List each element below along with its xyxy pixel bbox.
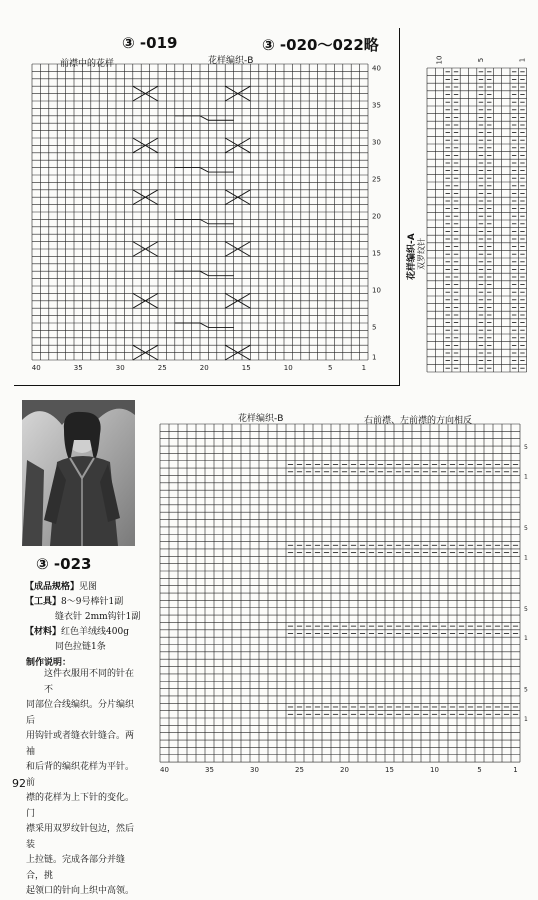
spec-row-tools-2: 缝衣针 2mm钩针1副 (55, 612, 141, 622)
pattern-code-020-022: ③ -020～022略 (262, 36, 379, 54)
svg-text:30: 30 (250, 766, 259, 772)
instructions-line: 同部位合线编织。分片编织后 (26, 700, 135, 726)
pattern-code-023: ③ -023 (36, 555, 92, 573)
chart3-note: 右前襟、左前襟的方向相反 (364, 416, 473, 426)
chart1-title: 花样编织-B (208, 56, 254, 66)
chart2-title-block (404, 210, 426, 290)
pattern-code-019: ③ -019 (122, 34, 178, 52)
svg-text:10: 10 (283, 364, 293, 372)
chart3-grid (160, 424, 520, 762)
chart2-title: 花样编织-A (407, 233, 417, 280)
svg-text:40: 40 (372, 64, 381, 73)
svg-text:30: 30 (115, 364, 125, 372)
page-number: 92 (12, 777, 26, 790)
instructions-text (26, 667, 134, 900)
chart1-left-label: 前襟中的花样 (60, 59, 115, 69)
instructions-line: 襟的花样为上下针的变化。门 (26, 793, 135, 819)
instructions-line: 用钩针或者缝衣针缝合。两袖 (26, 731, 135, 757)
chart3-title: 花样编织-B (238, 414, 284, 424)
svg-text:10: 10 (430, 766, 439, 772)
knitting-chart-3 (158, 420, 538, 772)
svg-text:40: 40 (160, 766, 169, 772)
svg-text:5: 5 (476, 57, 485, 63)
instructions-line: 上拉链。完成各部分并缝合，挑 (26, 855, 126, 881)
chart1-row-labels (372, 65, 381, 362)
instructions-line: 这件衣服用不同的针在不 (44, 669, 135, 695)
svg-text:1: 1 (524, 716, 528, 723)
svg-text:5: 5 (524, 686, 528, 694)
svg-text:5: 5 (524, 524, 528, 532)
instructions-line: 起领口的针向上织中高领。 (26, 886, 135, 896)
svg-text:20: 20 (199, 364, 209, 372)
svg-text:20: 20 (372, 212, 381, 221)
svg-text:15: 15 (372, 249, 381, 258)
svg-text:25: 25 (372, 175, 381, 184)
spec-row-materials-2: 同色拉链1条 (55, 642, 106, 652)
svg-text:1: 1 (513, 766, 518, 772)
chart3-row-labels (524, 444, 528, 723)
svg-text:20: 20 (340, 766, 349, 772)
svg-text:15: 15 (241, 364, 251, 372)
spec-row-tools: 【工具】8～9号棒针1副 (25, 597, 124, 607)
knitting-chart-1 (30, 60, 392, 374)
svg-text:25: 25 (157, 364, 167, 372)
svg-text:5: 5 (372, 323, 377, 332)
svg-text:5: 5 (524, 444, 528, 452)
chart2-col-labels (435, 56, 526, 65)
instructions-line: 襟采用双罗纹针包边，然后装 (26, 824, 135, 850)
specs-block (25, 580, 140, 655)
svg-text:1: 1 (518, 57, 527, 63)
section-divider-horizontal (14, 385, 400, 386)
svg-text:1: 1 (524, 635, 528, 643)
svg-text:1: 1 (524, 473, 528, 481)
knitting-chart-2 (425, 50, 530, 376)
svg-text:10: 10 (435, 55, 444, 65)
svg-text:35: 35 (372, 101, 381, 110)
svg-text:5: 5 (327, 364, 333, 372)
svg-text:15: 15 (385, 766, 394, 772)
chart3-col-labels (160, 766, 518, 772)
instructions-line: 和后背的编织花样为平针。前 (26, 762, 135, 788)
chart2-subtitle: 双罗纹针 (417, 238, 426, 270)
svg-text:40: 40 (31, 364, 41, 372)
svg-text:25: 25 (295, 766, 304, 772)
svg-text:1: 1 (372, 353, 377, 362)
spec-row-size: 【成品规格】见图 (25, 582, 98, 592)
section-divider-vertical (399, 28, 400, 385)
instructions-heading: 制作说明： (26, 658, 72, 668)
chart1-col-labels (32, 364, 366, 372)
svg-text:5: 5 (524, 605, 528, 613)
svg-text:1: 1 (361, 364, 367, 372)
chart2-grid (427, 68, 527, 372)
svg-text:10: 10 (372, 286, 381, 295)
spec-row-materials: 【材料】红色羊绒线400g (25, 627, 129, 637)
chart1-grid (32, 64, 368, 360)
svg-text:5: 5 (477, 766, 482, 772)
svg-text:35: 35 (205, 766, 214, 772)
svg-text:30: 30 (372, 138, 381, 147)
svg-text:1: 1 (524, 554, 528, 562)
model-photo (22, 400, 135, 546)
svg-text:35: 35 (73, 364, 83, 372)
